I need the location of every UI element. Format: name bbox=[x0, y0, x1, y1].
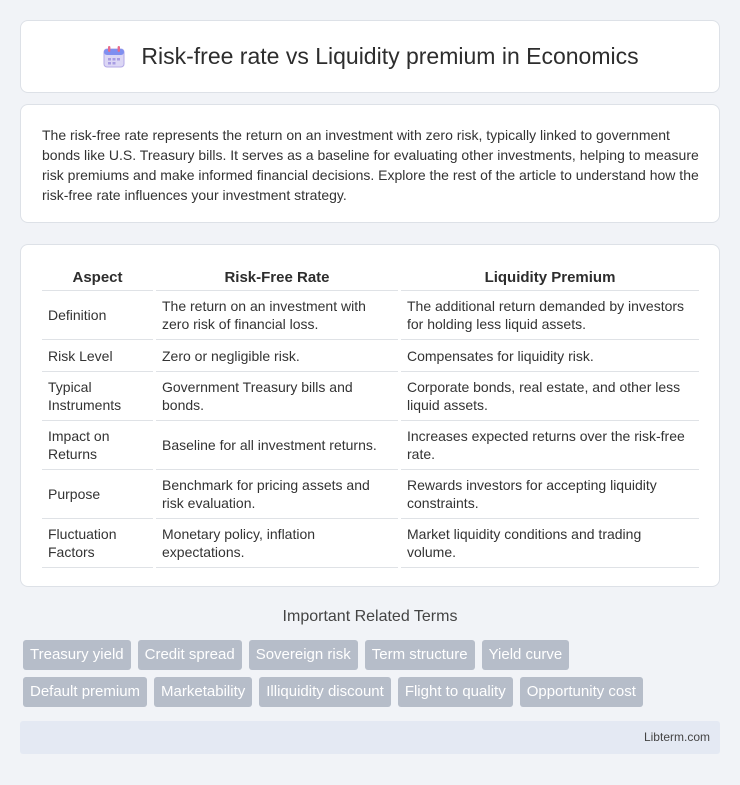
cell-aspect: Purpose bbox=[42, 470, 153, 519]
tag-default-premium[interactable]: Default premium bbox=[23, 677, 147, 707]
cell-aspect: Fluctuation Factors bbox=[42, 519, 153, 568]
table-row bbox=[42, 372, 699, 421]
cell-liquidity-premium: Compensates for liquidity risk. bbox=[401, 340, 699, 372]
tag-treasury-yield[interactable]: Treasury yield bbox=[23, 640, 131, 670]
calendar-icon bbox=[101, 44, 127, 70]
page-title: Risk-free rate vs Liquidity premium in Economics bbox=[141, 43, 639, 69]
table-row bbox=[42, 519, 699, 568]
tag-row bbox=[23, 640, 723, 670]
footer-brand[interactable]: Libterm.com bbox=[643, 730, 710, 744]
cell-liquidity-premium: The additional return demanded by investors for holding less liquid assets. bbox=[401, 291, 699, 340]
cell-aspect: Impact on Returns bbox=[42, 421, 153, 470]
header-liquidity-premium: Liquidity Premium bbox=[401, 263, 699, 291]
tag-illiquidity-discount[interactable]: Illiquidity discount bbox=[259, 677, 391, 707]
cell-risk-free-rate: The return on an investment with zero risk of financial loss. bbox=[156, 291, 398, 340]
footer bbox=[20, 721, 720, 754]
header-card bbox=[20, 20, 720, 93]
cell-risk-free-rate: Benchmark for pricing assets and risk evaluation. bbox=[156, 470, 398, 519]
comparison-table bbox=[42, 263, 699, 568]
intro-card bbox=[20, 104, 720, 223]
table-row bbox=[42, 421, 699, 470]
cell-liquidity-premium: Rewards investors for accepting liquidity constraints. bbox=[401, 470, 699, 519]
table-row bbox=[42, 291, 699, 340]
cell-aspect: Risk Level bbox=[42, 340, 153, 372]
tag-credit-spread[interactable]: Credit spread bbox=[138, 640, 242, 670]
cell-risk-free-rate: Monetary policy, inflation expectations. bbox=[156, 519, 398, 568]
title-wrap bbox=[101, 43, 638, 70]
header-aspect: Aspect bbox=[42, 263, 153, 291]
cell-liquidity-premium: Increases expected returns over the risk-free rate. bbox=[401, 421, 699, 470]
cell-liquidity-premium: Corporate bonds, real estate, and other less liquid assets. bbox=[401, 372, 699, 421]
comparison-card bbox=[20, 244, 720, 587]
cell-risk-free-rate: Baseline for all investment returns. bbox=[156, 421, 398, 470]
tag-yield-curve[interactable]: Yield curve bbox=[482, 640, 570, 670]
related-terms bbox=[23, 640, 723, 714]
table-row bbox=[42, 470, 699, 519]
intro-text: The risk-free rate represents the return on an investment with zero risk, typically linked to government bonds like U.S. Treasury bills. It serves as a baseline for evaluating other investments, helping to measure risk premiums and make informed financial decisions. Explore the rest of the article to understand how the risk-free rate influences your investment strategy. bbox=[42, 127, 699, 203]
tag-flight-to-quality[interactable]: Flight to quality bbox=[398, 677, 513, 707]
tag-sovereign-risk[interactable]: Sovereign risk bbox=[249, 640, 358, 670]
tag-term-structure[interactable]: Term structure bbox=[365, 640, 475, 670]
tag-opportunity-cost[interactable]: Opportunity cost bbox=[520, 677, 643, 707]
tag-row bbox=[23, 677, 723, 707]
table-row bbox=[42, 340, 699, 372]
cell-risk-free-rate: Zero or negligible risk. bbox=[156, 340, 398, 372]
cell-liquidity-premium: Market liquidity conditions and trading volume. bbox=[401, 519, 699, 568]
cell-aspect: Typical Instruments bbox=[42, 372, 153, 421]
tag-marketability[interactable]: Marketability bbox=[154, 677, 252, 707]
cell-aspect: Definition bbox=[42, 291, 153, 340]
header-risk-free-rate: Risk-Free Rate bbox=[156, 263, 398, 291]
related-terms-title: Important Related Terms bbox=[282, 608, 458, 625]
cell-risk-free-rate: Government Treasury bills and bonds. bbox=[156, 372, 398, 421]
